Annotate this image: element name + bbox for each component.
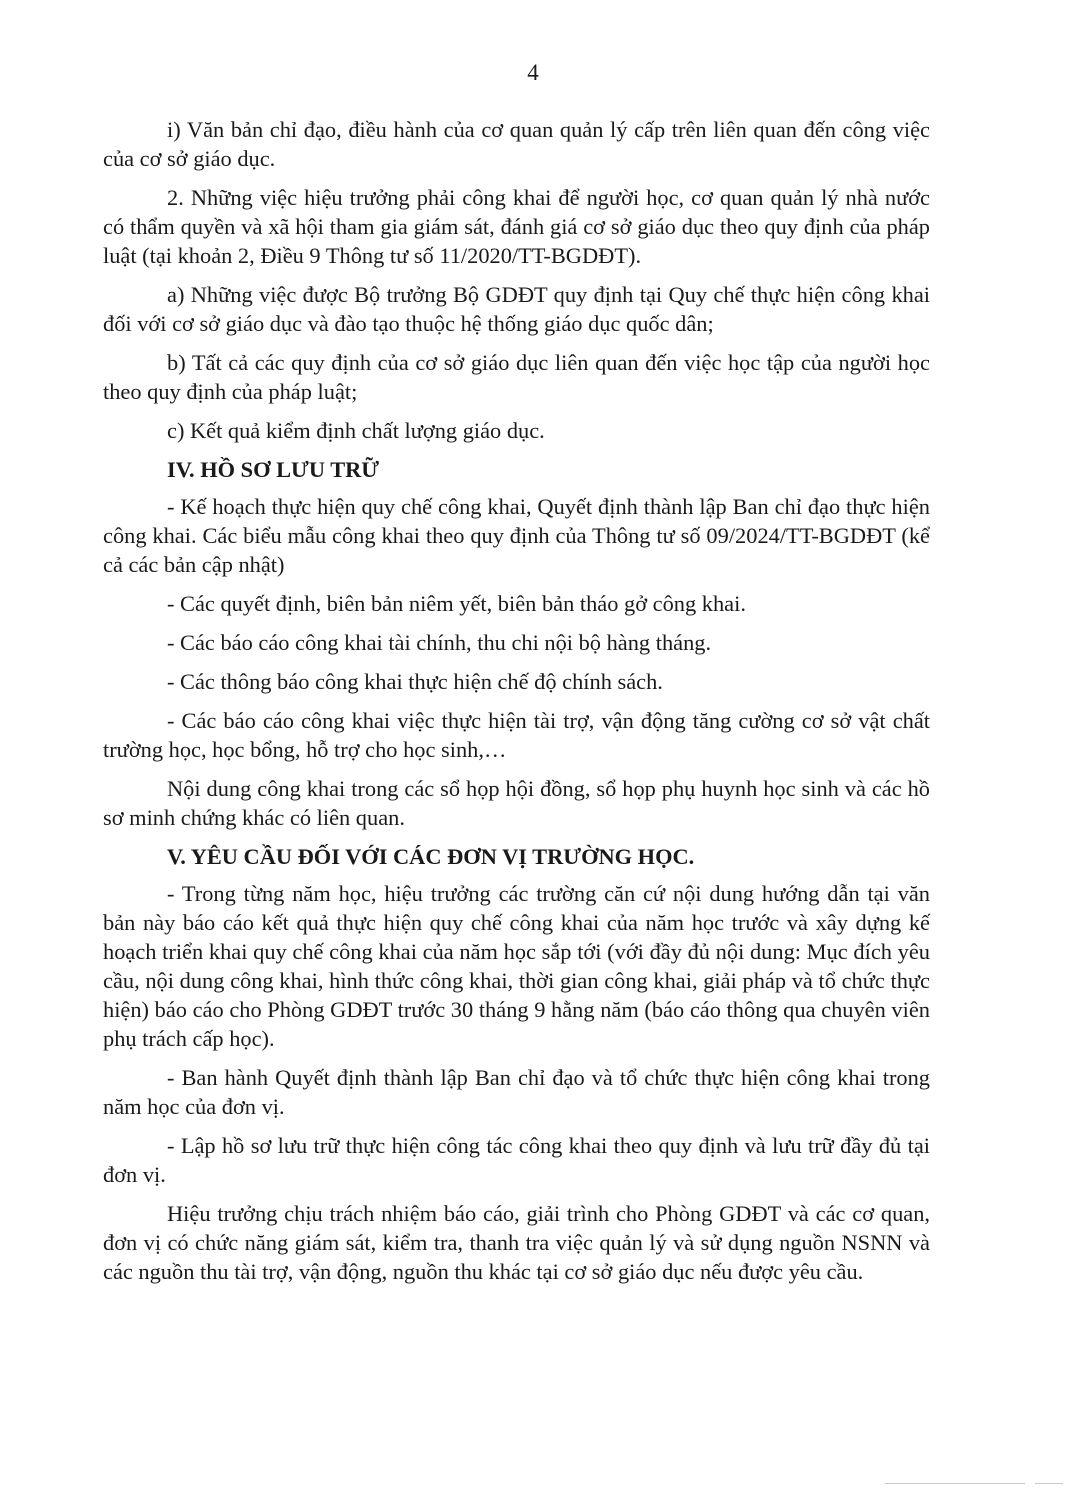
paragraph: - Ban hành Quyết định thành lập Ban chỉ đạo và tổ chức thực hiện công khai trong năm học của đơn vị. <box>103 1065 930 1119</box>
page-number: 4 <box>527 60 539 85</box>
paragraph: - Trong từng năm học, hiệu trưởng các trường căn cứ nội dung hướng dẫn tại văn bản này báo cáo kết quả thực hiện quy chế công khai của năm học trước và xây dựng kế hoạch triển khai quy chế công khai của năm học sắp tới (với đầy đủ nội dung: Mục đích yêu cầu, nội dung công khai, hình thức công khai, thời gian công khai, giải pháp và tổ chức thực hiện) báo cáo cho Phòng GDĐT trước 30 tháng 9 hằng năm (báo cáo thông qua chuyên viên phụ trách cấp học). <box>103 881 930 1051</box>
paragraph: - Kế hoạch thực hiện quy chế công khai, Quyết định thành lập Ban chỉ đạo thực hiện công khai. Các biểu mẫu công khai theo quy định của Thông tư số 09/2024/TT-BGDĐT (kể cả các bản cập nhật) <box>103 494 930 577</box>
paragraph: - Các báo cáo công khai việc thực hiện tài trợ, vận động tăng cường cơ sở vật chất trường học, học bổng, hỗ trợ cho học sinh,… <box>103 708 930 762</box>
paragraph: b) Tất cả các quy định của cơ sở giáo dục liên quan đến việc học tập của người học theo quy định của pháp luật; <box>103 350 930 404</box>
section-heading: IV. HỒ SƠ LƯU TRỮ <box>167 457 380 482</box>
paragraph: i) Văn bản chỉ đạo, điều hành của cơ quan quản lý cấp trên liên quan đến công việc của cơ sở giáo dục. <box>103 117 930 171</box>
page-bottom-rule <box>885 1483 1025 1484</box>
section-heading: V. YÊU CẦU ĐỐI VỚI CÁC ĐƠN VỊ TRƯỜNG HỌC. <box>167 844 695 869</box>
paragraph: 2. Những việc hiệu trưởng phải công khai để người học, cơ quan quản lý nhà nước có thẩm quyền và xã hội tham gia giám sát, đánh giá cơ sở giáo dục theo quy định của pháp luật (tại khoản 2, Điều 9 Thông tư số 11/2020/TT-BGDĐT). <box>103 185 930 268</box>
paragraph: - Lập hồ sơ lưu trữ thực hiện công tác công khai theo quy định và lưu trữ đầy đủ tại đơn vị. <box>103 1133 930 1187</box>
paragraph: Hiệu trưởng chịu trách nhiệm báo cáo, giải trình cho Phòng GDĐT và các cơ quan, đơn vị có chức năng giám sát, kiểm tra, thanh tra việc quản lý và sử dụng nguồn NSNN và các nguồn thu tài trợ, vận động, nguồn thu khác tại cơ sở giáo dục nếu được yêu cầu. <box>103 1201 930 1284</box>
paragraph: - Các quyết định, biên bản niêm yết, biên bản tháo gở công khai. <box>167 591 746 616</box>
paragraph: c) Kết quả kiểm định chất lượng giáo dục. <box>167 418 545 443</box>
document-body <box>103 115 930 1296</box>
paragraph: - Các thông báo công khai thực hiện chế độ chính sách. <box>167 669 663 694</box>
paragraph: - Các báo cáo công khai tài chính, thu chi nội bộ hàng tháng. <box>167 630 712 655</box>
paragraph: a) Những việc được Bộ trưởng Bộ GDĐT quy định tại Quy chế thực hiện công khai đối với cơ sở giáo dục và đào tạo thuộc hệ thống giáo dục quốc dân; <box>103 282 930 336</box>
page-bottom-rule <box>1035 1483 1063 1484</box>
paragraph: Nội dung công khai trong các sổ họp hội đồng, sổ họp phụ huynh học sinh và các hồ sơ minh chứng khác có liên quan. <box>103 776 930 830</box>
